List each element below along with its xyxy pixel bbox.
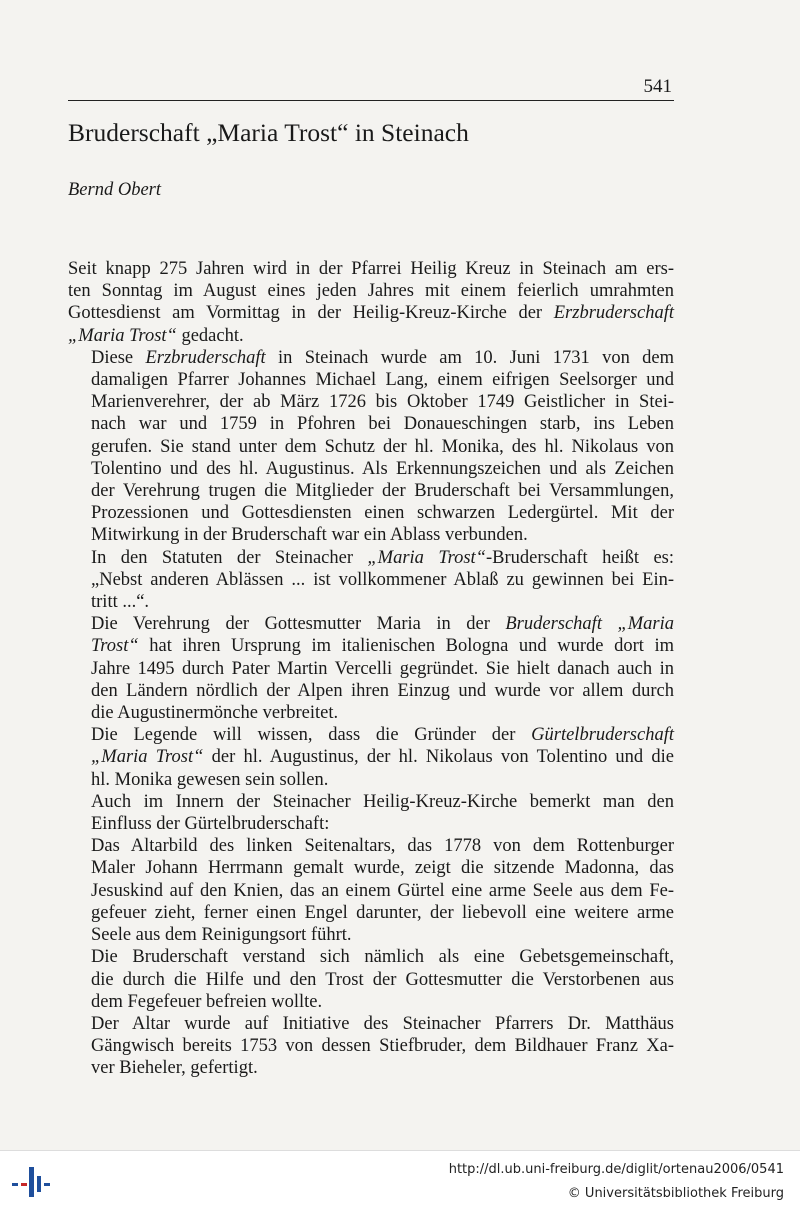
text-line: ver Bieheler, gefertigt. <box>91 1058 258 1079</box>
text-line: Tolentino und des hl. Augustinus. Als Erkennungszeichen und als Zeichen <box>91 458 674 479</box>
page-number: 541 <box>643 76 672 97</box>
paragraph <box>68 835 674 946</box>
text-line: Trost“ hat ihren Ursprung im italienischen Bologna und wurde dort im <box>91 636 674 657</box>
italic-term: Trost“ <box>91 636 139 657</box>
text-line: Das Altarbild des linken Seitenaltars, das 1778 von dem Rottenburger <box>91 836 674 857</box>
italic-term: Gürtelbruderschaft <box>531 725 674 746</box>
text-line: der Verehrung trugen die Mitglieder der Bruderschaft bei Versammlungen, <box>91 481 674 502</box>
text-line: Auch im Innern der Steinacher Heilig-Kreuz-Kirche bemerkt man den <box>91 791 674 812</box>
italic-term: Erzbruderschaft <box>553 303 674 324</box>
text-line: Gängwisch bereits 1753 von dessen Stiefbruder, dem Bildhauer Franz Xa- <box>91 1036 674 1057</box>
text-line: Maler Johann Herrmann gemalt wurde, zeigt die sitzende Madonna, das <box>91 858 674 879</box>
text-line: damaligen Pfarrer Johannes Michael Lang, einem eifrigen Seelsorger und <box>91 370 674 391</box>
text-line: dem Fegefeuer befreien wollte. <box>91 991 323 1012</box>
text-line: Diese Erzbruderschaft in Steinach wurde am 10. Juni 1731 von dem <box>91 347 674 368</box>
text-line: ten Sonntag im August eines jeden Jahres mit einem feierlich umrahmten <box>68 281 674 302</box>
text-line: gerufen. Sie stand unter dem Schutz der hl. Monika, des hl. Nikolaus von <box>91 436 674 457</box>
italic-term: Erzbruderschaft <box>145 347 266 368</box>
italic-term: „Maria Trost“ <box>68 325 177 346</box>
text-line: Mitwirkung in der Bruderschaft war ein Ablass verbunden. <box>91 525 528 546</box>
article-title: Bruderschaft „Maria Trost“ in Steinach <box>68 118 469 147</box>
text-line: Gottesdienst am Vormittag in der Heilig-Kreuz-Kirche der Erzbruderschaft <box>68 303 674 324</box>
italic-term: Bruderschaft „Maria <box>505 614 675 635</box>
ub-freiburg-logo-icon <box>10 1163 54 1203</box>
text-line: Jahre 1495 durch Pater Martin Vercelli gegründet. Sie hielt danach auch in <box>91 658 674 679</box>
text-line: Die Legende will wissen, dass die Gründer der Gürtelbruderschaft <box>91 725 674 746</box>
text-line: „Nebst anderen Ablässen ... ist vollkommener Ablaß zu gewinnen bei Ein- <box>91 569 674 590</box>
text-line: „Maria Trost“ gedacht. <box>68 325 244 346</box>
paragraph <box>68 547 674 614</box>
text-line: hl. Monika gewesen sein sollen. <box>91 769 329 790</box>
text-line: Die Verehrung der Gottesmutter Maria in der Bruderschaft „Maria <box>91 614 675 635</box>
italic-term: „Maria Trost“ <box>91 747 204 768</box>
paragraph <box>68 613 674 724</box>
text-line: Seele aus dem Reinigungsort führt. <box>91 925 352 946</box>
text-line: tritt ...“. <box>91 592 150 613</box>
text-line: gefeuer zieht, ferner einen Engel darunter, der liebevoll eine weitere arme <box>91 902 674 923</box>
paragraph <box>68 724 674 791</box>
text-line: Seit knapp 275 Jahren wird in der Pfarrei Heilig Kreuz in Steinach am ers- <box>68 259 674 279</box>
paragraph <box>68 946 674 1013</box>
text-line: In den Statuten der Steinacher „Maria Trost“-Bruderschaft heißt es: <box>91 547 675 568</box>
text-line: Der Altar wurde auf Initiative des Steinacher Pfarrers Dr. Matthäus <box>91 1013 674 1034</box>
paragraph <box>68 258 674 347</box>
footer-bar <box>0 1150 800 1213</box>
text-line: die Augustinermönche verbreitet. <box>91 703 339 724</box>
footer-url-link[interactable]: http://dl.ub.uni-freiburg.de/diglit/ortenau2006/0541 <box>448 1162 784 1177</box>
text-line: Jesuskind auf den Knien, das an einem Gürtel eine arme Seele aus dem Fe- <box>91 880 674 901</box>
article-author: Bernd Obert <box>68 180 161 200</box>
paragraph <box>68 791 674 835</box>
text-line: „Maria Trost“ der hl. Augustinus, der hl. Nikolaus von Tolentino und die <box>91 747 674 768</box>
text-line: Die Bruderschaft verstand sich nämlich als eine Gebetsgemeinschaft, <box>91 947 674 968</box>
text-line: den Ländern nördlich der Alpen ihren Einzug und wurde vor allem durch <box>91 680 674 701</box>
footer-copyright: © Universitätsbibliothek Freiburg <box>567 1186 784 1201</box>
italic-term: „Maria Trost“ <box>367 547 486 568</box>
paragraph <box>68 1013 674 1080</box>
article-body <box>68 258 674 1080</box>
text-line: die durch die Hilfe und den Trost der Gottesmutter die Verstorbenen aus <box>91 969 674 990</box>
text-line: Prozessionen und Gottesdiensten einen schwarzen Ledergürtel. Mit der <box>91 503 674 524</box>
paragraph <box>68 347 674 547</box>
text-line: nach war und 1759 in Pfohren bei Donaueschingen starb, ins Leben <box>91 414 674 435</box>
header-rule <box>68 100 674 101</box>
text-line: Marienverehrer, der ab März 1726 bis Oktober 1749 Geistlicher in Stei- <box>91 392 674 413</box>
text-line: Einfluss der Gürtelbruderschaft: <box>91 814 330 835</box>
